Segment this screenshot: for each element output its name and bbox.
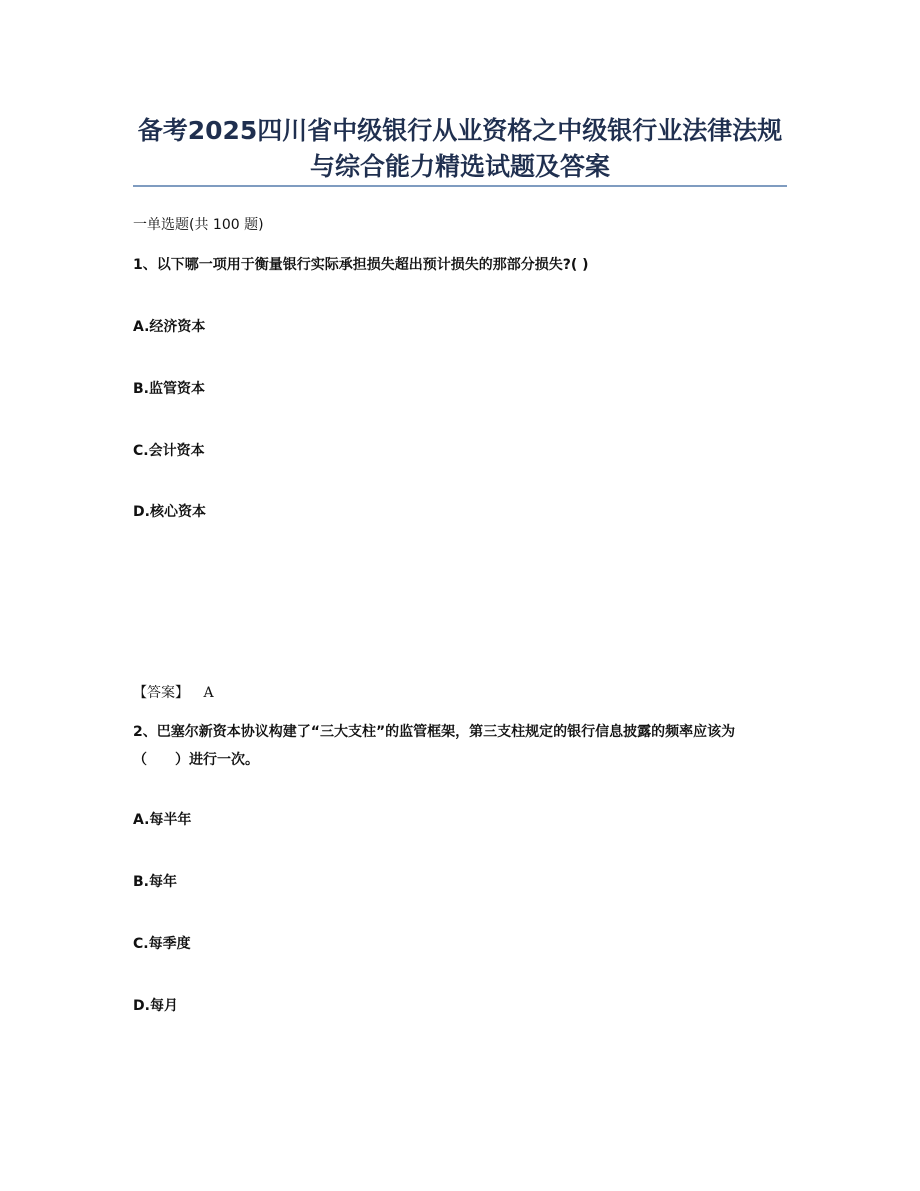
section-heading: 一单选题(共 100 题) bbox=[133, 217, 264, 233]
question-1-text: 1、以下哪一项用于衡量银行实际承担损失超出预计损失的那部分损失?( ) bbox=[133, 257, 589, 273]
question-2-option-a: A.每半年 bbox=[133, 812, 192, 828]
question-2-option-b: B.每年 bbox=[133, 874, 177, 890]
question-1-option-d: D.核心资本 bbox=[133, 504, 206, 520]
question-2-option-c: C.每季度 bbox=[133, 936, 191, 952]
title-line-1: 备考2025四川省中级银行从业资格之中级银行业法律法规 bbox=[137, 116, 783, 145]
question-2-option-d: D.每月 bbox=[133, 998, 178, 1014]
document-title bbox=[130, 113, 790, 185]
title-divider bbox=[133, 185, 787, 187]
question-1-option-b: B.监管资本 bbox=[133, 381, 205, 397]
question-1-answer bbox=[133, 682, 214, 702]
answer-value: A bbox=[203, 685, 214, 701]
title-line-2: 与综合能力精选试题及答案 bbox=[309, 152, 610, 181]
question-1-option-c: C.会计资本 bbox=[133, 443, 205, 459]
question-1-option-a: A.经济资本 bbox=[133, 319, 206, 335]
question-2-text: 2、巴塞尔新资本协议构建了“三大支柱”的监管框架，第三支柱规定的银行信息披露的频率应该为（ ）进行一次。 bbox=[133, 724, 736, 768]
answer-label: 【答案】 bbox=[133, 685, 189, 701]
